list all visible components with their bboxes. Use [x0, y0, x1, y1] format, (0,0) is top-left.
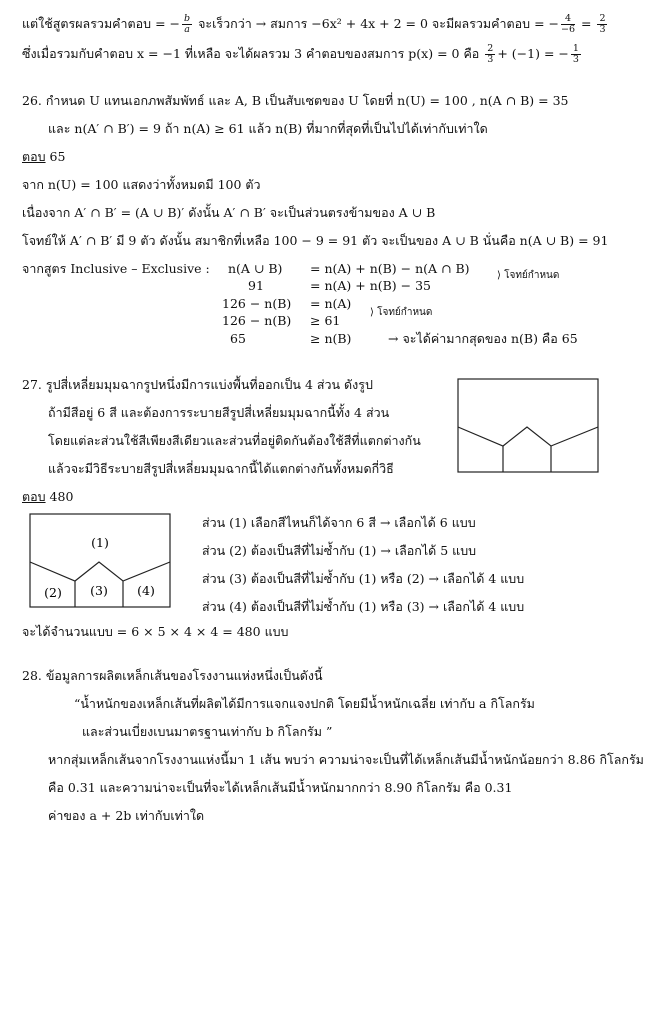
q27-rectangle-figure [457, 378, 599, 474]
q27-question-line-4: แล้วจะมีวิธีระบายสีรูปสี่เหลี่ยมมุมฉากนี้ได้แตกต่างกันทั้งหมดกี่วิธี [48, 461, 394, 476]
q27-total: จะได้จำนวนแบบ = 6 × 5 × 4 × 4 = 480 แบบ [22, 624, 289, 639]
q27-answer [22, 489, 73, 505]
q28-quote-line-2: และส่วนเบี่ยงเบนมาตรฐานเท่ากับ b กิโลกรัม ” [82, 724, 333, 739]
q28-question-line-4: ค่าของ a + 2b เท่ากับเท่าใด [48, 808, 205, 823]
q27-choice-2: ส่วน (2) ต้องเป็นสีที่ไม่ซ้ำกับ (1) → เลือกได้ 5 แบบ [202, 543, 477, 558]
answer-label: ตอบ [22, 489, 46, 504]
q26-row4-right: ≥ 61 [310, 313, 341, 328]
fraction-1-over-3: $\frac{1}{3}$ [572, 43, 579, 65]
zigzag-divider [30, 562, 170, 581]
q26-note-given-2: ⟩ โจทย์กำหนด [370, 307, 433, 318]
q26-row5-left: 65 [230, 331, 246, 346]
q26-question-line-1: 26. กำหนด U แทนเอกภพสัมพัทธ์ และ A, B เป็นสับเซตของ U โดยที่ n(U) = 100 , n(A ∩ B) = 35 [22, 93, 569, 108]
region-label-4: (4) [137, 583, 155, 598]
fraction-2-over-3: $\frac{2}{3}$ [487, 43, 494, 65]
intro-text: ซึ่งเมื่อรวมกับคำตอบ x = −1 ที่เหลือ จะได้ผลรวม 3 คำตอบของสมการ p(x) = 0 คือ [22, 46, 484, 61]
q27-question-line-2: ถ้ามีสีอยู่ 6 สี และต้องการระบายสีรูปสี่เหลี่ยมมุมฉากนี้ทั้ง 4 ส่วน [48, 405, 390, 420]
q27-question-line-1: 27. รูปสี่เหลี่ยมมุมฉากรูปหนึ่งมีการแบ่งพื้นที่ออกเป็น 4 ส่วน ดังรูป [22, 377, 373, 392]
q28-question-line-3: คือ 0.31 และความน่าจะเป็นที่จะได้เหล็กเส้นมีน้ำหนักมากกว่า 8.90 กิโลกรัม คือ 0.31 [48, 780, 513, 795]
q28-question-line-1: 28. ข้อมูลการผลิตเหล็กเส้นของโรงงานแห่งหนึ่งเป็นดังนี้ [22, 668, 323, 683]
rectangle-outline [458, 379, 598, 472]
q27-choice-1: ส่วน (1) เลือกสีไหนก็ได้จาก 6 สี → เลือกได้ 6 แบบ [202, 515, 476, 530]
answer-value: 65 [49, 149, 66, 164]
q28-question-line-2: หากสุ่มเหล็กเส้นจากโรงงานแห่งนี้มา 1 เส้น พบว่า ความน่าจะเป็นที่ได้เหล็กเส้นมีน้ำหนักน้อยกว่า 8.86 กิโลกรัม [48, 752, 644, 767]
q26-row3-left: 126 − n(B) [222, 296, 292, 311]
intro-line-1: แต่ใช้สูตรผลรวมคำตอบ = − $\frac{b}{a}$ จะเร็วกว่า → สมการ −6x² + 4x + 2 = 0 จะมีผลรวมคำตอบ = − $\frac{4}{-6}$ = $\frac{2}{3}$ [22, 13, 606, 35]
answer-label: ตอบ [22, 149, 46, 164]
region-label-3: (3) [90, 583, 108, 598]
intro-text: แต่ใช้สูตรผลรวมคำตอบ = − [22, 16, 181, 31]
brace-icon: ⟩ [497, 270, 501, 281]
intro-text: จะเร็วกว่า → สมการ −6x² + 4x + 2 = 0 จะมีผลรวมคำตอบ = − [194, 16, 559, 31]
intro-line-2: ซึ่งเมื่อรวมกับคำตอบ x = −1 ที่เหลือ จะได้ผลรวม 3 คำตอบของสมการ p(x) = 0 คือ $\frac{2}{3}$ + (−1) = − $\frac{1}{3}$ [22, 43, 579, 65]
q26-row3-right: = n(A) [310, 296, 352, 311]
q26-row4-left: 126 − n(B) [222, 313, 292, 328]
q28-quote-line-1: “น้ำหนักของเหล็กเส้นที่ผลิตได้มีการแจกแจงปกติ โดยมีน้ำหนักเฉลี่ย เท่ากับ a กิโลกรัม [74, 696, 535, 711]
q27-choice-3: ส่วน (3) ต้องเป็นสีที่ไม่ซ้ำกับ (1) หรือ (2) → เลือกได้ 4 แบบ [202, 571, 525, 586]
q27-choice-4: ส่วน (4) ต้องเป็นสีที่ไม่ซ้ำกับ (1) หรือ (3) → เลือกได้ 4 แบบ [202, 599, 525, 614]
q26-row5-right: ≥ n(B) [310, 331, 352, 346]
zigzag-divider [458, 427, 598, 446]
q26-step-1: จาก n(U) = 100 แสดงว่าทั้งหมดมี 100 ตัว [22, 177, 261, 192]
q27-labeled-figure [29, 513, 171, 609]
q27-question-line-3: โดยแต่ละส่วนใช้สีเพียงสีเดียวและส่วนที่อยู่ติดกันต้องใช้สีที่แตกต่างกัน [48, 433, 421, 448]
region-label-1: (1) [91, 535, 109, 550]
q26-note-given-1: ⟩ โจทย์กำหนด [497, 270, 560, 281]
q26-step-3: โจทย์ให้ A′ ∩ B′ มี 9 ตัว ดังนั้น สมาชิกที่เหลือ 100 − 9 = 91 ตัว จะเป็นของ A ∪ B นั่นคือ n(A ∪ B) = 91 [22, 233, 609, 248]
q26-formula-label: จากสูตร Inclusive – Exclusive : [22, 261, 210, 276]
q26-row2-right: = n(A) + n(B) − 35 [310, 278, 432, 293]
answer-value: 480 [49, 489, 74, 504]
q26-conclusion: → จะได้ค่ามากสุดของ n(B) คือ 65 [388, 331, 578, 346]
q26-question-line-2: และ n(A′ ∩ B′) = 9 ถ้า n(A) ≥ 61 แล้ว n(B) ที่มากที่สุดที่เป็นไปได้เท่ากับเท่าใด [48, 121, 488, 136]
brace-icon: ⟩ [370, 307, 374, 318]
fraction-4-over-minus6: $\frac{4}{-6}$ [561, 13, 576, 35]
q26-row2-left: 91 [248, 278, 264, 293]
fraction-b-over-a: $\frac{b}{a}$ [184, 13, 191, 35]
q26-row1-left: n(A ∪ B) [228, 261, 283, 276]
region-label-2: (2) [44, 585, 62, 600]
q26-step-2: เนื่องจาก A′ ∩ B′ = (A ∪ B)′ ดังนั้น A′ ∩ B′ จะเป็นส่วนตรงข้ามของ A ∪ B [22, 205, 436, 220]
fraction-2-over-3: $\frac{2}{3}$ [599, 13, 606, 35]
q26-answer [22, 149, 65, 165]
q26-row1-right: = n(A) + n(B) − n(A ∩ B) [310, 261, 470, 276]
